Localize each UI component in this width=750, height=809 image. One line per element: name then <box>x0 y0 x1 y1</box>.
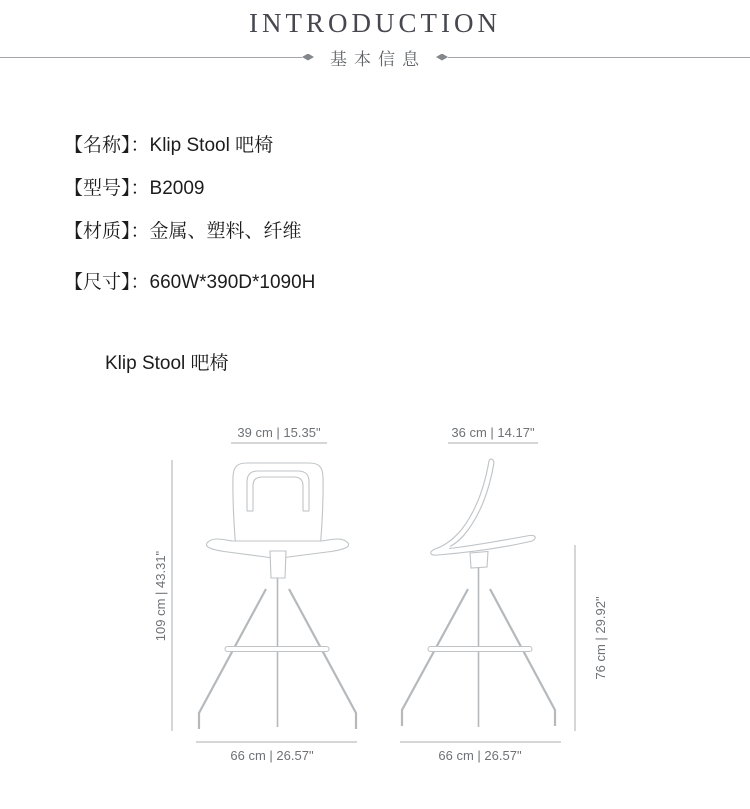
side-hub <box>470 552 488 569</box>
front-backrest <box>233 463 323 549</box>
field-value: 金属、塑料、纤维 <box>149 221 302 242</box>
field-value: Klip Stool 吧椅 <box>149 135 274 156</box>
dimension-diagrams <box>0 410 750 790</box>
front-height-dimension <box>153 460 172 731</box>
stool-side-drawing <box>402 459 555 727</box>
field-label: 【尺寸】 <box>64 272 131 293</box>
side-bottom-dim-label: 66 cm | 26.57" <box>438 748 522 763</box>
product-field-material <box>64 219 750 245</box>
side-top-dimension <box>448 425 538 443</box>
divider-line-right <box>448 57 750 58</box>
field-value: 660W*390D*1090H <box>149 272 316 293</box>
product-field-model <box>64 176 750 202</box>
side-top-dim-label: 36 cm | 14.17" <box>451 425 535 440</box>
front-hub <box>270 551 286 578</box>
front-footrest <box>225 647 329 652</box>
product-info-list <box>64 133 750 296</box>
stool-front-drawing <box>199 463 356 729</box>
page-title: INTRODUCTION <box>249 8 501 38</box>
field-label: 【型号】 <box>64 178 131 199</box>
diamond-arrow-icon-left <box>302 54 314 61</box>
field-value: B2009 <box>149 178 205 199</box>
header <box>0 0 750 69</box>
section-divider <box>0 45 750 69</box>
side-shell-outline <box>431 461 535 555</box>
divider-line-left <box>0 57 302 58</box>
section-subtitle: 基本信息 <box>330 49 426 69</box>
field-separator: ： <box>130 221 150 242</box>
product-caption: Klip Stool 吧椅 <box>105 353 229 374</box>
side-height-dim-label: 76 cm | 29.92" <box>593 596 608 680</box>
product-field-name <box>64 133 750 159</box>
front-right-leg <box>289 589 356 729</box>
side-shell-top-cap <box>489 459 494 463</box>
field-label: 【材质】 <box>64 221 131 242</box>
front-left-leg <box>199 589 266 729</box>
front-top-dim-label: 39 cm | 15.35" <box>237 425 321 440</box>
front-bottom-dimension <box>196 742 357 763</box>
front-height-dim-label: 109 cm | 43.31" <box>153 550 168 642</box>
front-bottom-dim-label: 66 cm | 26.57" <box>230 748 314 763</box>
field-separator: ： <box>130 178 150 199</box>
field-label: 【名称】 <box>64 135 131 156</box>
side-bottom-dimension <box>400 742 561 763</box>
side-view-diagram <box>400 425 608 763</box>
front-view-diagram <box>153 425 357 763</box>
side-left-leg <box>402 589 468 726</box>
field-separator: ： <box>130 135 150 156</box>
product-field-size <box>64 270 750 296</box>
side-footrest <box>428 647 532 652</box>
field-separator: ： <box>130 272 150 293</box>
front-top-dimension <box>231 425 327 443</box>
side-height-dimension <box>575 545 608 731</box>
diamond-arrow-icon-right <box>436 54 448 61</box>
side-shell-inner-line <box>450 463 494 547</box>
side-right-leg <box>490 589 555 726</box>
